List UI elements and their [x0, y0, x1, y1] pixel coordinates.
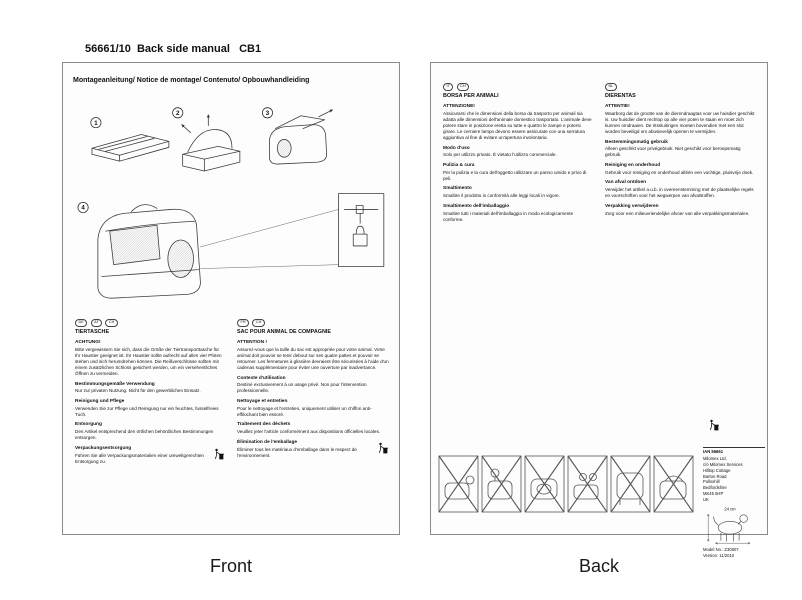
lang-badge-nl: NL — [605, 83, 617, 91]
step-number-1: 1 — [94, 119, 98, 127]
section-body: Bitte vergewissern Sie sich, dass die Größe der Tiertransporttasche für Ihr Haustier geeignet ist. Ihr Haustier sollte aufrecht auf allen vier Pfoten stehen und sich herumdrehen können. Die Reißverschlüsse sollten mit einem zusätzlichen Schloss gesichert werden, um ein versehentliches Öffnen zu vermeiden. — [75, 346, 222, 376]
lang-badge-ch: CH — [252, 319, 264, 327]
back-page-label: Back — [578, 556, 620, 576]
section-body: Destiné exclusivement à un usage privé. Non pour l'intervention professionnelle. — [237, 382, 367, 394]
crossed-pictogram-1 — [439, 456, 478, 512]
model-number: Model No.: Z30807 — [703, 546, 739, 552]
lang-badge-it: IT — [443, 83, 453, 91]
section-body: Assurez-vous que la taille du sac est appropriée pour votre animal. Votre animal doit pouvoir se tenir debout sur ses quatre pattes et pouvoir se retourner. Les fermetures à glissière devraient être sécurisées à l'aide d'un cadenas supplémentaire pour éviter une ouverture par inadvertance. — [237, 346, 389, 370]
address-line: MK45 5HP — [703, 491, 724, 497]
disposal-icon — [708, 419, 719, 432]
section-body: Solo per utilizzo privato. È vietato l'utilizzo commerciale. — [443, 152, 557, 158]
section-heading: ATTENTION ! — [237, 339, 268, 345]
lang-badge-at: AT — [91, 319, 103, 327]
crossed-pictogram-4 — [568, 456, 607, 512]
section-heading: Smaltimento dell'imballaggio — [443, 203, 510, 209]
disposal-icon — [377, 442, 388, 455]
section-body: Alleen geschikt voor privégebruik. Niet geschikt voor beroepsmatig gebruik. — [605, 146, 741, 158]
section-body: Pour le nettoyage et l'entretien, uniquement utiliser un chiffon anti-effilochant bien essoré. — [237, 405, 372, 417]
version-number: Version: 11/2010 — [703, 552, 735, 558]
crossed-pictogram-2 — [482, 456, 521, 512]
step4-assembled-carrier-drawing — [98, 205, 201, 299]
section-contexte — [237, 376, 389, 395]
section-body: Per la pulizia e la cura dell'oggetto utilizzare un panno umido e privo di peli. — [443, 169, 587, 181]
section-body: Veuillez jeter l'article conformément aux dispositions officielles locales. — [237, 429, 381, 435]
ian-number: IAN 56661 — [703, 447, 765, 455]
section-heading: Nettoyage et entretien — [237, 398, 288, 404]
address-line: Hilltop Cottage — [703, 467, 731, 473]
language-badges-de — [75, 319, 225, 327]
section-pulizia — [443, 163, 593, 182]
front-page-title: Montageanleitung/ Notice de montage/ Contenuto/ Opbouwhandleiding — [73, 77, 310, 84]
section-attentie — [605, 104, 757, 135]
section-heading: Traitement des déchets — [237, 422, 291, 428]
section-heading: ATTENZIONE! — [443, 103, 475, 109]
back-page — [430, 62, 768, 558]
section-body: Waarborg dat de grootte van de dierendraagtas voor uw huisdier geschikt is. Uw huisdier dient rechtop op alle vier poten te staan en moet zich kunnen omdraaien. De ritssluitingen moeten bovendien met een slot worden beveiligd om abusievelijk openen te vermijden. — [605, 110, 755, 134]
product-name-it: BORSA PER ANIMALI — [443, 92, 499, 99]
step1-folded-carrier-drawing — [92, 134, 169, 161]
lang-badge-ch: CH — [457, 83, 469, 91]
section-smaltimento-imballaggio — [443, 204, 593, 223]
section-heading: ATTENTIE! — [605, 103, 630, 109]
product-name-fr: SAC POUR ANIMAL DE COMPAGNIE — [237, 328, 331, 335]
section-verpackungsentsorgung — [75, 446, 225, 465]
language-badges-nl — [605, 83, 757, 91]
distributor-address — [703, 456, 765, 503]
section-body: Nur zur privaten Nutzung. Nicht für den gewerblichen Einsatz. — [75, 388, 201, 394]
section-verpakking — [605, 204, 757, 217]
section-body: Verwijder het artikel a.u.b. in overeenstemming met de plaatselijke regels en voorschriften voor het wegwerpen van afvalstoffen. — [605, 187, 754, 199]
column-german — [75, 319, 225, 469]
prohibited-use-pictograms — [437, 453, 695, 515]
step-number-2: 2 — [175, 110, 180, 118]
section-achtung — [75, 340, 225, 377]
section-nettoyage — [237, 399, 389, 418]
step-number-4: 4 — [81, 204, 85, 212]
section-heading: Van afval ontdoen — [605, 180, 647, 186]
section-heading: Bestemmingsmatig gebruik — [605, 139, 668, 145]
crossed-pictogram-3 — [525, 456, 564, 512]
zipper-lock-detail-inset — [200, 194, 383, 269]
product-name-nl: DIERENTAS — [605, 92, 636, 99]
section-body: Smaltire tutti i materiali dell'imballaggio in modo ecologicamente conforme. — [443, 210, 574, 222]
section-heading: Modo d'uso — [443, 145, 470, 151]
section-attention — [237, 340, 389, 371]
address-line: Bedfordshire — [703, 485, 727, 491]
step2-popup-carrier-drawing — [182, 115, 240, 171]
section-verwendung — [75, 382, 225, 395]
section-heading: Pulizia & cura — [443, 162, 475, 168]
section-heading: Entsorgung — [75, 422, 102, 428]
address-line: UK — [703, 497, 709, 502]
column-italian — [443, 83, 593, 227]
section-heading: Verpakking verwijderen — [605, 203, 659, 209]
address-line: Milomex Ltd. — [703, 455, 727, 461]
crossed-pictogram-5 — [611, 456, 650, 512]
disposal-icon — [213, 448, 224, 461]
section-heading: Reinigung und Pflege — [75, 398, 125, 404]
lang-badge-ch: CH — [105, 319, 117, 327]
section-body: Führen Sie alle Verpackungsmaterialien einer umweltgerechten Entsorgung zu. — [75, 452, 204, 464]
section-heading: ACHTUNG! — [75, 339, 101, 345]
language-badges-it — [443, 83, 593, 91]
dog-width-label: 24 cm — [724, 506, 736, 512]
crossed-pictogram-6 — [654, 456, 693, 512]
section-smaltimento — [443, 186, 593, 199]
section-body: Zorg voor een milieuvriendelijke afvoer van alle verpakkingsmaterialen. — [605, 210, 750, 216]
lang-badge-fr: FR — [237, 319, 249, 327]
section-dechets — [237, 422, 389, 435]
lang-badge-de: DE — [75, 319, 87, 327]
section-onderhoud — [605, 163, 757, 176]
address-line: Pulloxhill — [703, 479, 720, 485]
section-body: Den Artikel entsprechend den örtlichen behördlichen Bestimmungen entsorgen. — [75, 429, 214, 441]
front-page-label: Front — [209, 556, 253, 576]
section-entsorgung — [75, 422, 225, 441]
section-body: Smaltire il prodotto in conformità alle leggi locali in vigore. — [443, 193, 560, 199]
dog-size-diagram — [703, 505, 757, 545]
distributor-info — [703, 447, 765, 559]
step-number-3: 3 — [265, 110, 270, 118]
language-badges-fr — [237, 319, 389, 327]
section-body: Éliminer tous les matériaux d'emballage dans le respect de l'environnement. — [237, 446, 357, 458]
column-dutch — [605, 83, 757, 221]
assembly-diagram — [69, 99, 391, 311]
section-gebruik — [605, 140, 757, 159]
section-body: Verwenden Sie zur Pflege und Reinigung nur ein feuchtes, fusselfreies Tuch. — [75, 405, 219, 417]
section-afval — [605, 180, 757, 199]
section-heading: Élimination de l'emballage — [237, 439, 298, 445]
address-line: c/o Milomex Services — [703, 461, 743, 467]
front-page — [62, 62, 400, 535]
section-reinigung — [75, 399, 225, 418]
step-number-badges — [78, 108, 273, 213]
address-line: Barton Road — [703, 473, 727, 479]
section-modo-duso — [443, 146, 593, 159]
section-body: Gebruik voor reiniging en onderhoud alléén een vochtige, pluisvrije doek. — [605, 169, 754, 175]
section-attenzione — [443, 104, 593, 141]
section-body: Assicurarsi che le dimensioni della borsa da trasporto per animali sia adatta alle dimensioni dell'animale domestico trasportato. L'animale deve potere stare in posizione eretta su tutte e quattro le zampe e potersi girare. Le cerniere lampo devono essere assicurate con una serratura aggiuntiva al fine di evitare un'apertura involontaria. — [443, 110, 592, 140]
section-heading: Verpackungsentsorgung — [75, 445, 132, 451]
sheet-title: 56661/10 Back side manual CB1 — [85, 42, 262, 55]
section-heading: Bestimmungsgemäße Verwendung — [75, 381, 155, 387]
section-heading: Reiniging en onderhoud — [605, 162, 661, 168]
section-heading: Smaltimento — [443, 186, 472, 192]
section-heading: Contexte d'utilisation — [237, 375, 286, 381]
step3-open-carrier-drawing — [269, 110, 332, 164]
section-emballage — [237, 440, 389, 459]
product-name-de: TIERTASCHE — [75, 328, 110, 335]
column-french — [237, 319, 389, 463]
